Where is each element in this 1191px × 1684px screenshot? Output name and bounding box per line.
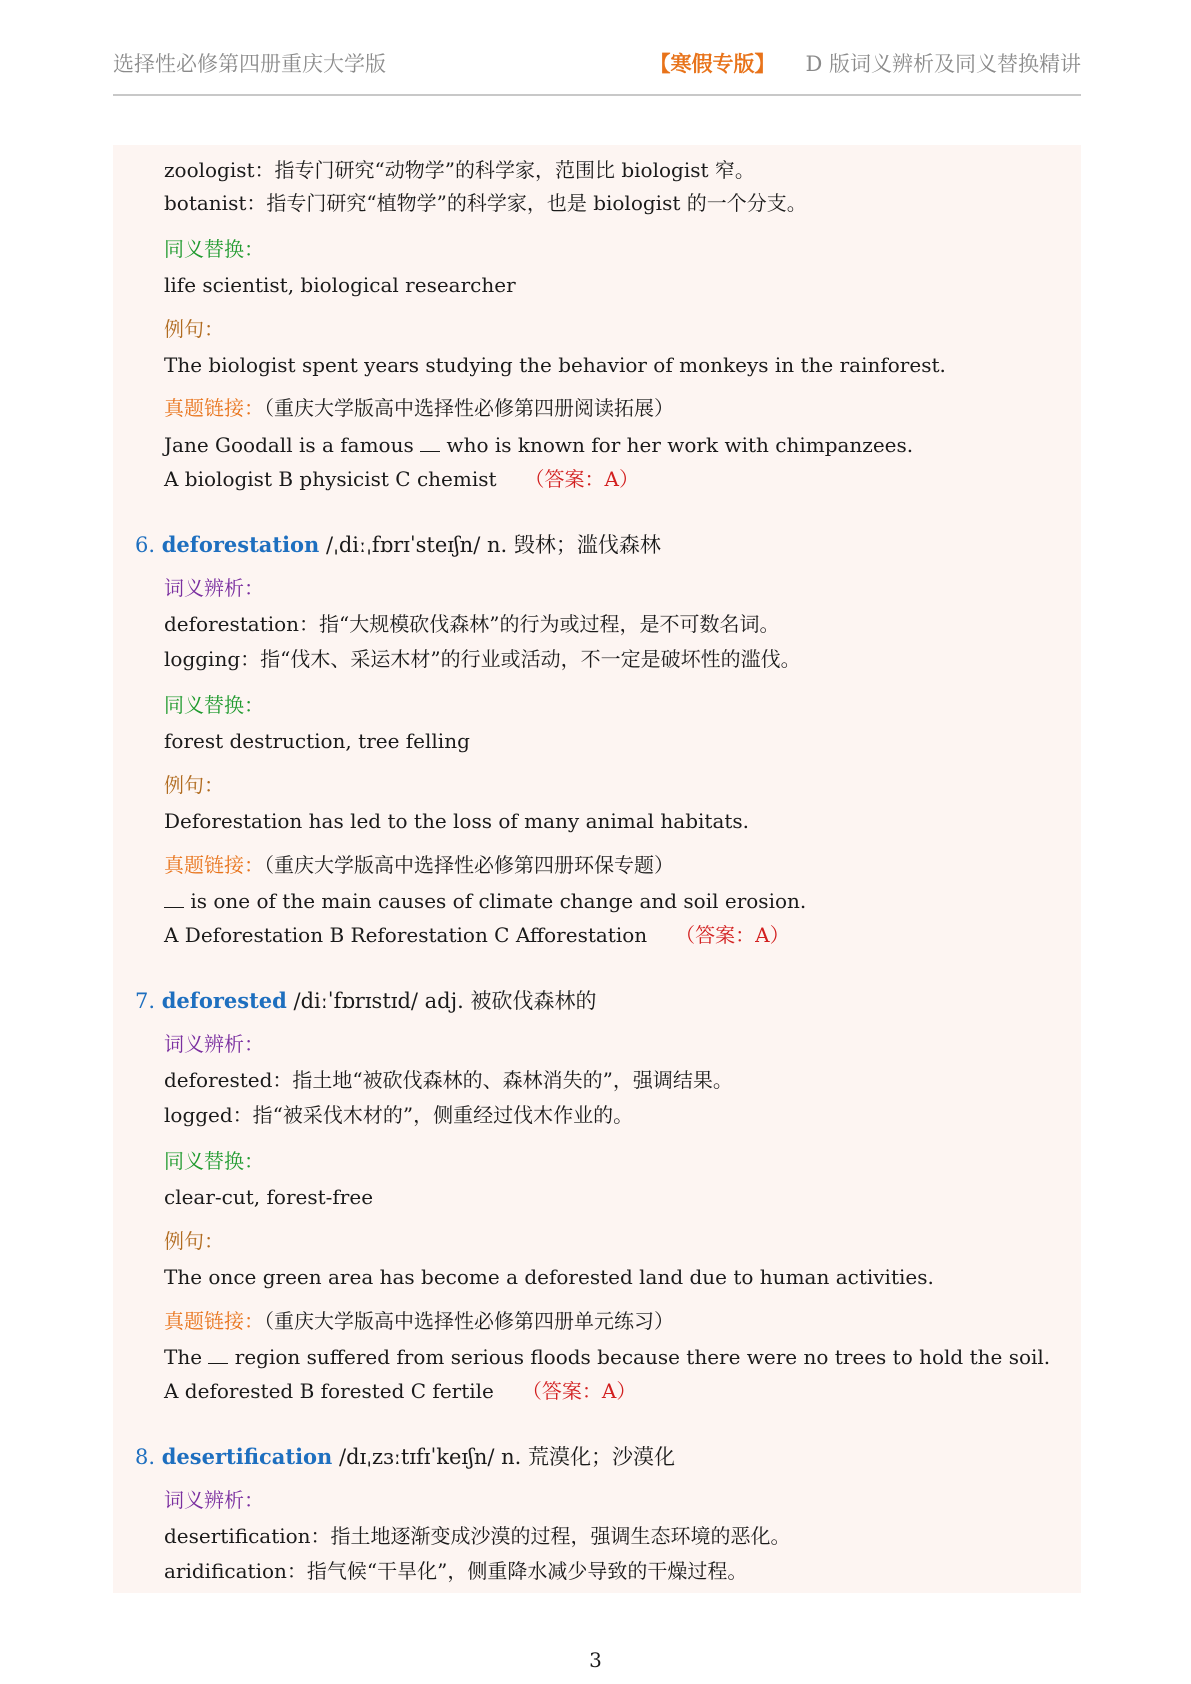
distinction-line: botanist：指专门研究“植物学”的科学家，也是 biologist 的一个分支。 <box>164 191 807 215</box>
exam-link-source: （重庆大学版高中选择性必修第四册环保专题） <box>264 853 674 877</box>
entry-pronunciation: /ˌdiːˌfɒrɪˈsteɪʃn/ n. 毁林；滥伐森林 <box>319 533 661 557</box>
exam-link-label: 真题链接： <box>164 396 264 420</box>
exam-link-source: （重庆大学版高中选择性必修第四册阅读拓展） <box>264 396 674 420</box>
exam-options <box>164 922 790 948</box>
exam-question <box>164 432 913 458</box>
exam-options <box>164 1378 636 1404</box>
options-text: A deforested B forested C fertile <box>164 1379 494 1403</box>
example-sentence: The once green area has become a deforested land due to human activities. <box>164 1265 934 1289</box>
answer-blank <box>164 891 184 908</box>
entry-number: 7. <box>135 989 156 1013</box>
page-header <box>113 44 1081 96</box>
header-edition-tag: 【寒假专版】 <box>649 51 776 76</box>
entry-word: deforestation <box>161 532 320 557</box>
synonym-label: 同义替换： <box>164 693 264 717</box>
exam-link-label: 真题链接： <box>164 1309 264 1333</box>
question-text: is one of the main causes of climate change and soil erosion. <box>184 889 807 913</box>
answer-text: （答案：A） <box>524 467 639 491</box>
entry-number: 8. <box>135 1445 156 1469</box>
entry-pronunciation: /diːˈfɒrɪstɪd/ adj. 被砍伐森林的 <box>286 989 597 1013</box>
page-number: 3 <box>589 1648 602 1672</box>
question-text: who is known for her work with chimpanzees. <box>446 433 914 457</box>
distinction-label: 词义辨析： <box>164 1488 264 1512</box>
header-section-title: D 版词义辨析及同义替换精讲 <box>805 52 1081 76</box>
synonym-label: 同义替换： <box>164 237 264 261</box>
answer-text: （答案：A） <box>675 923 790 947</box>
exam-link <box>164 1308 674 1334</box>
example-sentence: Deforestation has led to the loss of many animal habitats. <box>164 809 750 833</box>
entry-heading <box>135 531 661 559</box>
entry-word: deforested <box>161 988 287 1013</box>
exam-link-source: （重庆大学版高中选择性必修第四册单元练习） <box>264 1309 674 1333</box>
distinction-line: zoologist：指专门研究“动物学”的科学家，范围比 biologist 窄。 <box>164 158 755 182</box>
options-text: A biologist B physicist C chemist <box>164 467 497 491</box>
distinction-line: desertification：指土地逐渐变成沙漠的过程，强调生态环境的恶化。 <box>164 1524 791 1548</box>
entry-word: desertification <box>161 1444 333 1469</box>
exam-question <box>164 1344 1050 1370</box>
header-book-title: 选择性必修第四册重庆大学版 <box>113 52 386 76</box>
answer-blank <box>208 1347 228 1364</box>
synonym-text: clear-cut, forest-free <box>164 1185 374 1209</box>
distinction-label: 词义辨析： <box>164 576 264 600</box>
answer-text: （答案：A） <box>521 1379 637 1403</box>
entry-number: 6. <box>135 533 156 557</box>
exam-options <box>164 466 639 492</box>
distinction-line: aridification：指气候“干旱化”，侧重降水减少导致的干燥过程。 <box>164 1559 748 1583</box>
entry-heading <box>135 987 597 1015</box>
exam-link-label: 真题链接： <box>164 853 264 877</box>
options-text: A Deforestation B Reforestation C Afforestation <box>164 923 648 947</box>
question-text: Jane Goodall is a famous <box>164 433 414 457</box>
example-label: 例句： <box>164 1229 224 1253</box>
synonym-label: 同义替换： <box>164 1149 264 1173</box>
entry-pronunciation: /dɪˌzɜːtɪfɪˈkeɪʃn/ n. 荒漠化；沙漠化 <box>332 1445 675 1469</box>
distinction-label: 词义辨析： <box>164 1032 264 1056</box>
synonym-text: life scientist, biological researcher <box>164 273 516 297</box>
exam-link <box>164 395 674 421</box>
distinction-line: logging：指“伐木、采运木材”的行业或活动，不一定是破坏性的滥伐。 <box>164 647 801 671</box>
distinction-line: deforested：指土地“被砍伐森林的、森林消失的”，强调结果。 <box>164 1068 733 1092</box>
answer-blank <box>420 435 440 452</box>
exam-question <box>164 888 806 914</box>
example-label: 例句： <box>164 773 224 797</box>
distinction-line: deforestation：指“大规模砍伐森林”的行为或过程，是不可数名词。 <box>164 612 780 636</box>
entry-heading <box>135 1443 675 1471</box>
example-sentence: The biologist spent years studying the behavior of monkeys in the rainforest. <box>164 353 946 377</box>
question-text: region suffered from serious floods because there were no trees to hold the soil. <box>234 1345 1051 1369</box>
exam-link <box>164 852 674 878</box>
synonym-text: forest destruction, tree felling <box>164 729 470 753</box>
example-label: 例句： <box>164 317 224 341</box>
distinction-line: logged：指“被采伐木材的”，侧重经过伐木作业的。 <box>164 1103 634 1127</box>
question-text: The <box>164 1345 203 1369</box>
header-right <box>649 48 1081 78</box>
